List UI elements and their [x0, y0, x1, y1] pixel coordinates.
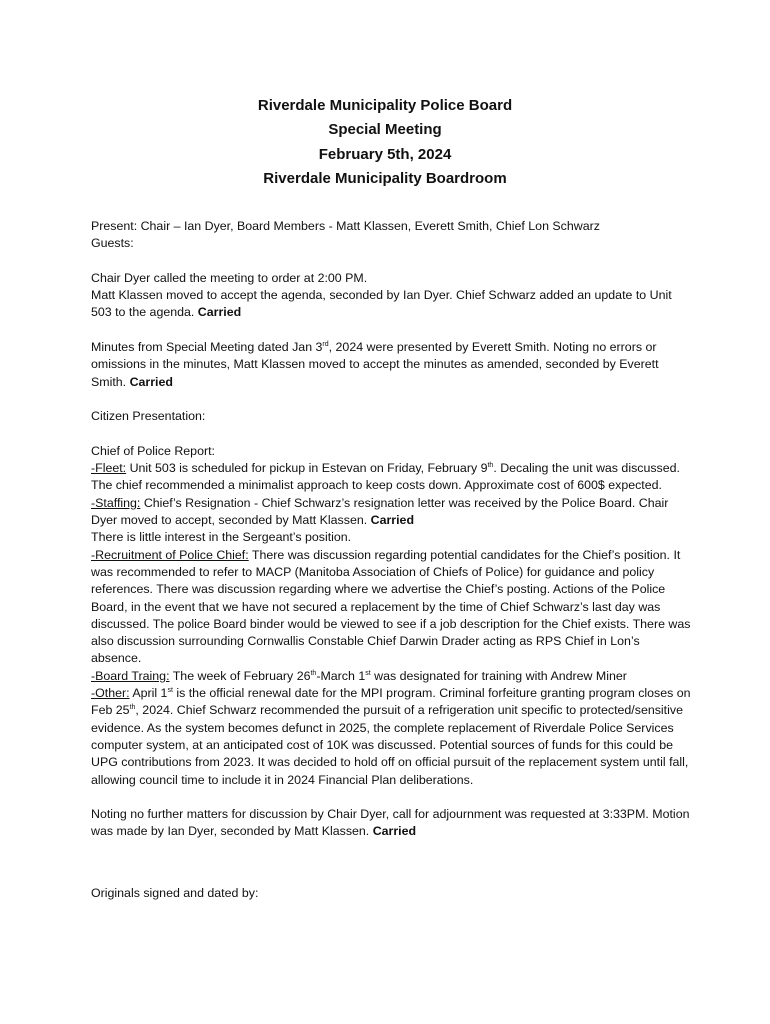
agenda-carried: Carried — [197, 305, 242, 320]
minutes-motion — [91, 339, 691, 391]
agenda-text: Matt Klassen moved to accept the agenda, seconded by Ian Dyer. Chief Schwarz added an update to Unit 503 to the agenda. — [91, 288, 672, 320]
adjournment-text: Noting no further matters for discussion by Chair Dyer, call for adjournment was requested at 3:33PM. Motion was made by Ian Dyer, seconded by Matt Klassen. — [91, 807, 690, 839]
other-text-a: April 1 — [129, 686, 168, 701]
document-header — [0, 94, 770, 191]
header-title: Riverdale Municipality Police Board — [257, 97, 513, 114]
other-label: -Other: — [91, 686, 130, 701]
header-meeting-type: Special Meeting — [328, 121, 442, 139]
present-line: Present: Chair – Ian Dyer, Board Members - Matt Klassen, Everett Smith, Chief Lon Schwarz — [91, 219, 600, 233]
other-item — [91, 685, 691, 789]
minutes-carried: Carried — [129, 374, 173, 389]
staffing-text: Chief’s Resignation - Chief Schwarz’s resignation letter was received by the Police Board. Chair Dyer moved to accept, seconded by Matt Klassen. — [91, 495, 669, 528]
minutes-body — [91, 218, 691, 903]
guests-line: Guests: — [91, 236, 134, 251]
call-to-order: Chair Dyer called the meeting to order at 2:00 PM. — [91, 270, 368, 285]
fleet-label: -Fleet: — [91, 461, 127, 476]
training-text-c: was designated for training with Andrew Miner — [370, 668, 627, 683]
header-date: February 5th, 2024 — [318, 145, 452, 163]
other-text-b: is the official renewal date for the MPI program. Criminal forfeiture granting program closes on Feb 25 — [91, 686, 691, 718]
staffing-carried: Carried — [370, 513, 415, 528]
minutes-text-b: , 2024 were presented by Everett Smith. Noting no errors or omissions in the minutes, Matt Klassen moved to accept the minutes as amended, seconded by Everett Smith. — [91, 340, 659, 389]
training-text-a: The week of February 26 — [169, 668, 311, 683]
training-sup-1: th — [310, 669, 317, 677]
fleet-sup: th — [487, 462, 494, 470]
adjournment — [91, 806, 691, 841]
other-text-c: , 2024. Chief Schwarz recommended the pursuit of a refrigeration unit specific to protected/sensitive evidence. As the system becomes defunct in 2025, the complete replacement of Riverdale Police Services computer system, at an anticipated cost of 10K was discussed. Potential sources of funds for this could be UPG contributions from 2023. It was decided to hold off on official pursuit of the replacement system until fall, allowing council time to include it in 2024 Financial Plan deliberations. — [91, 703, 689, 787]
minutes-sup: rd — [322, 340, 329, 348]
adjournment-carried: Carried — [372, 824, 417, 839]
citizen-presentation: Citizen Presentation: — [91, 409, 206, 424]
header-location: Riverdale Municipality Boardroom — [263, 169, 507, 187]
training-sup-2: st — [365, 669, 371, 677]
training-item — [91, 668, 691, 685]
signature-line: Originals signed and dated by: — [91, 886, 259, 901]
agenda-motion — [91, 287, 691, 322]
staffing-item — [91, 495, 691, 530]
recruitment-text: There was discussion regarding potential candidates for the Chief’s position. It was recommended to refer to MACP (Manitoba Association of Chiefs of Police) for guidance and policy references. There was discussion regarding where we advertise the Chief’s posting. Actions of the Police Board, in the event that we have not secured a replacement by the time of Chief Schwarz’s last day was discussed. The police Board binder would be viewed to see if a job description for the Chief exists. There was also discussion surrounding Cornwallis Constable Chief Darwin Drader acting as RPS Chief in Lon’s absence. — [91, 547, 691, 666]
sergeant-note: There is little interest in the Sergeant’s position. — [91, 530, 352, 545]
minutes-text-a: Minutes from Special Meeting dated Jan 3 — [91, 340, 323, 355]
recruitment-label: -Recruitment of Police Chief: — [91, 547, 249, 562]
chief-report-title: Chief of Police Report: — [91, 443, 215, 458]
fleet-text-b: . Decaling the unit was discussed. The chief recommended a minimalist approach to keep costs down. Approximate cost of 600$ expected. — [91, 461, 680, 493]
staffing-label: -Staffing: — [91, 495, 141, 510]
fleet-item — [91, 460, 691, 495]
recruitment-item — [91, 547, 691, 668]
other-sup-2: th — [129, 704, 136, 712]
training-text-b: -March 1 — [316, 668, 366, 683]
training-label: -Board Traing: — [91, 668, 170, 683]
other-sup-1: st — [167, 686, 173, 694]
fleet-text-a: Unit 503 is scheduled for pickup in Estevan on Friday, February 9 — [126, 461, 488, 476]
